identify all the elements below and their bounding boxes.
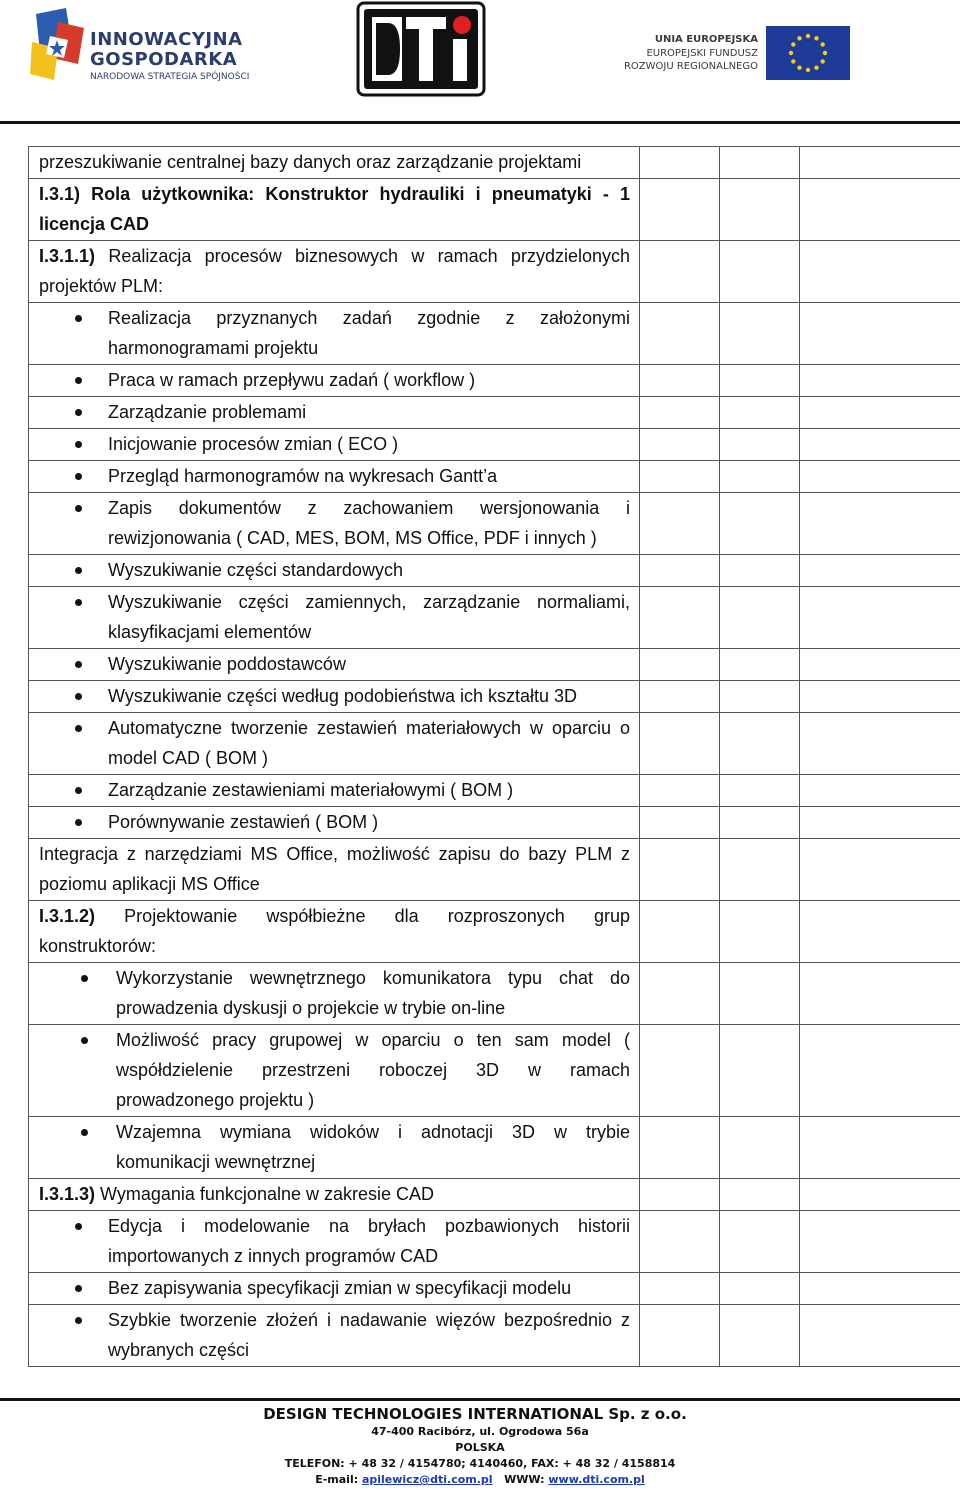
bullet-text: Automatyczne tworzenie zestawień materiałowych w oparciu o model CAD ( BOM ) xyxy=(108,718,630,768)
bullet-icon xyxy=(75,1317,82,1324)
remarks-cell xyxy=(800,365,960,397)
remarks-cell xyxy=(800,1211,960,1273)
score-cell-a xyxy=(640,681,720,713)
description-text xyxy=(29,1273,639,1304)
bullet-icon xyxy=(81,975,88,982)
footer-address: 47-400 Racibórz, ul. Ogrodowa 56a xyxy=(371,1425,589,1438)
footer-phones: TELEFON: + 48 32 / 4154780; 4140460, FAX: + 48 32 / 4158814 xyxy=(284,1457,676,1470)
table-row xyxy=(29,303,960,365)
bullet-text: Zarządzanie problemami xyxy=(108,402,307,422)
bullet-icon xyxy=(75,441,82,448)
remarks-cell xyxy=(800,555,960,587)
score-cell-b xyxy=(720,303,800,365)
footer-contact xyxy=(0,1472,960,1488)
logo-right-line3: ROZWOJU REGIONALNEGO xyxy=(623,61,758,72)
score-cell-b xyxy=(720,1025,800,1117)
footer-divider xyxy=(0,1398,960,1401)
score-cell-a xyxy=(640,179,720,241)
remarks-cell xyxy=(800,429,960,461)
remarks-cell xyxy=(800,649,960,681)
section-heading: I.3.1) Rola użytkownika: Konstruktor hydrauliki i pneumatyki - 1 licencja CAD xyxy=(39,184,630,234)
bullet-text: Możliwość pracy grupowej w oparciu o ten sam model ( współdzielenie przestrzeni roboczej 3D w ramach prowadzonego projektu ) xyxy=(116,1030,630,1110)
description-text xyxy=(29,555,639,586)
logo-left-line3: NARODOWA STRATEGIA SPÓJNOŚCI xyxy=(90,72,250,82)
table-row xyxy=(29,587,960,649)
description-cell xyxy=(29,1211,640,1273)
score-cell-b xyxy=(720,179,800,241)
score-cell-a xyxy=(640,1025,720,1117)
bullet-text: Zarządzanie zestawieniami materiałowymi ( BOM ) xyxy=(108,780,514,800)
footer-email-label: E-mail: xyxy=(315,1473,359,1486)
remarks-cell xyxy=(800,901,960,963)
table-row xyxy=(29,1211,960,1273)
remarks-cell xyxy=(800,963,960,1025)
description-cell xyxy=(29,303,640,365)
score-cell-b xyxy=(720,1117,800,1179)
table-row xyxy=(29,1273,960,1305)
score-cell-a xyxy=(640,493,720,555)
bullet-icon xyxy=(75,661,82,668)
score-cell-b xyxy=(720,807,800,839)
remarks-cell xyxy=(800,1305,960,1367)
score-cell-b xyxy=(720,713,800,775)
score-cell-a xyxy=(640,775,720,807)
remarks-cell xyxy=(800,241,960,303)
innowacyjna-gospodarka-emblem-icon xyxy=(28,6,86,82)
section-number: I.3.1.3) xyxy=(39,1184,96,1204)
description-text xyxy=(29,241,639,302)
bullet-text: Wyszukiwanie poddostawców xyxy=(108,654,346,674)
description-text xyxy=(29,1025,639,1116)
bullet-text: Realizacja przyznanych zadań zgodnie z założonymi harmonogramami projektu xyxy=(108,308,630,358)
score-cell-b xyxy=(720,649,800,681)
score-cell-b xyxy=(720,1305,800,1367)
bullet-text: Szybkie tworzenie złożeń i nadawanie więzów bezpośrednio z wybranych części xyxy=(108,1310,630,1360)
description-text xyxy=(29,963,639,1024)
page-header xyxy=(0,0,960,124)
score-cell-b xyxy=(720,901,800,963)
description-text xyxy=(29,807,639,838)
description-cell xyxy=(29,397,640,429)
description-text xyxy=(29,1305,639,1366)
table-row xyxy=(29,429,960,461)
description-cell xyxy=(29,963,640,1025)
description-text xyxy=(29,681,639,712)
remarks-cell xyxy=(800,1273,960,1305)
description-cell xyxy=(29,681,640,713)
description-cell xyxy=(29,1117,640,1179)
score-cell-a xyxy=(640,587,720,649)
bullet-text: Bez zapisywania specyfikacji zmian w specyfikacji modelu xyxy=(108,1278,572,1298)
table-row xyxy=(29,365,960,397)
description-cell xyxy=(29,555,640,587)
table-row xyxy=(29,713,960,775)
description-text xyxy=(29,303,639,364)
page-footer xyxy=(0,1404,960,1488)
section-title: Realizacja procesów biznesowych w ramach przydzielonych projektów PLM: xyxy=(39,246,630,296)
score-cell-a xyxy=(640,147,720,179)
bullet-icon xyxy=(75,567,82,574)
table-row xyxy=(29,241,960,303)
remarks-cell xyxy=(800,775,960,807)
bullet-icon xyxy=(75,693,82,700)
bullet-text: Przegląd harmonogramów na wykresach Gantt’a xyxy=(108,466,498,486)
score-cell-b xyxy=(720,1179,800,1211)
innowacyjna-gospodarka-logo xyxy=(28,6,268,86)
description-cell xyxy=(29,461,640,493)
description-text xyxy=(29,397,639,428)
remarks-cell xyxy=(800,713,960,775)
bullet-icon xyxy=(75,787,82,794)
description-text xyxy=(29,1211,639,1272)
bullet-icon xyxy=(75,409,82,416)
section-title: Wymagania funkcjonalne w zakresie CAD xyxy=(95,1184,435,1204)
remarks-cell xyxy=(800,1025,960,1117)
bullet-icon xyxy=(75,725,82,732)
footer-email-link[interactable]: apilewicz@dti.com.pl xyxy=(361,1473,493,1486)
score-cell-b xyxy=(720,681,800,713)
score-cell-b xyxy=(720,397,800,429)
description-text xyxy=(29,587,639,648)
bullet-icon xyxy=(75,315,82,322)
description-cell xyxy=(29,179,640,241)
bullet-icon xyxy=(75,599,82,606)
remarks-cell xyxy=(800,461,960,493)
bullet-icon xyxy=(75,819,82,826)
description-text xyxy=(29,839,639,900)
score-cell-a xyxy=(640,839,720,901)
score-cell-b xyxy=(720,241,800,303)
remarks-cell xyxy=(800,179,960,241)
remarks-cell xyxy=(800,303,960,365)
score-cell-b xyxy=(720,493,800,555)
score-cell-a xyxy=(640,1117,720,1179)
score-cell-b xyxy=(720,147,800,179)
bullet-text: Wyszukiwanie części zamiennych, zarządzanie normaliami, klasyfikacjami elementów xyxy=(108,592,630,642)
table-row xyxy=(29,963,960,1025)
bullet-text: Wyszukiwanie części według podobieństwa ich kształtu 3D xyxy=(108,686,578,706)
footer-www-link[interactable]: www.dti.com.pl xyxy=(548,1473,645,1486)
score-cell-b xyxy=(720,429,800,461)
description-text xyxy=(29,713,639,774)
table-row xyxy=(29,681,960,713)
score-cell-a xyxy=(640,1179,720,1211)
score-cell-b xyxy=(720,775,800,807)
description-cell xyxy=(29,807,640,839)
remarks-cell xyxy=(800,397,960,429)
logo-right-line2: EUROPEJSKI FUNDUSZ xyxy=(646,48,758,59)
logo-left-line2: GOSPODARKA xyxy=(90,49,238,70)
section-number: I.3.1.2) xyxy=(39,906,96,926)
description-text xyxy=(29,901,639,962)
description-cell xyxy=(29,365,640,397)
bullet-icon xyxy=(75,1285,82,1292)
table-row xyxy=(29,1179,960,1211)
footer-country: POLSKA xyxy=(455,1441,505,1454)
score-cell-a xyxy=(640,1211,720,1273)
footer-www-label: WWW: xyxy=(504,1473,545,1486)
table-row xyxy=(29,1025,960,1117)
score-cell-a xyxy=(640,241,720,303)
description-text xyxy=(29,1117,639,1178)
table-row xyxy=(29,397,960,429)
remarks-cell xyxy=(800,1179,960,1211)
bullet-text: Edycja i modelowanie na bryłach pozbawionych historii importowanych z innych programów CAD xyxy=(108,1216,630,1266)
score-cell-a xyxy=(640,901,720,963)
score-cell-a xyxy=(640,397,720,429)
table-row xyxy=(29,1117,960,1179)
logo-left-line1: INNOWACYJNA xyxy=(90,29,243,50)
description-cell xyxy=(29,775,640,807)
description-cell xyxy=(29,241,640,303)
remarks-cell xyxy=(800,807,960,839)
bullet-text: Wzajemna wymiana widoków i adnotacji 3D w trybie komunikacji wewnętrznej xyxy=(116,1122,630,1172)
bullet-icon xyxy=(75,505,82,512)
table-row xyxy=(29,649,960,681)
bullet-icon xyxy=(81,1037,88,1044)
bullet-icon xyxy=(75,473,82,480)
description-cell xyxy=(29,1025,640,1117)
score-cell-a xyxy=(640,303,720,365)
plain-text: przeszukiwanie centralnej bazy danych oraz zarządzanie projektami xyxy=(39,152,582,172)
score-cell-b xyxy=(720,839,800,901)
description-cell xyxy=(29,713,640,775)
header-divider xyxy=(0,121,960,124)
description-cell xyxy=(29,839,640,901)
score-cell-a xyxy=(640,461,720,493)
description-text xyxy=(29,1179,639,1210)
score-cell-b xyxy=(720,1211,800,1273)
score-cell-b xyxy=(720,555,800,587)
table-row xyxy=(29,493,960,555)
bullet-text: Wyszukiwanie części standardowych xyxy=(108,560,403,580)
score-cell-a xyxy=(640,429,720,461)
score-cell-a xyxy=(640,963,720,1025)
description-cell xyxy=(29,429,640,461)
score-cell-a xyxy=(640,713,720,775)
footer-company: DESIGN TECHNOLOGIES INTERNATIONAL Sp. z o.o. xyxy=(263,1405,687,1423)
specification-table xyxy=(28,146,960,1367)
section-title: Projektowanie współbieżne dla rozproszonych grup konstruktorów: xyxy=(39,906,630,956)
logo-right-line1: UNIA EUROPEJSKA xyxy=(654,34,758,45)
description-cell xyxy=(29,901,640,963)
description-cell xyxy=(29,493,640,555)
table-row xyxy=(29,461,960,493)
description-cell xyxy=(29,587,640,649)
section-number: I.3.1.1) xyxy=(39,246,96,266)
score-cell-a xyxy=(640,1273,720,1305)
description-text xyxy=(29,461,639,492)
score-cell-b xyxy=(720,587,800,649)
score-cell-b xyxy=(720,1273,800,1305)
table-row xyxy=(29,1305,960,1367)
bullet-icon xyxy=(75,377,82,384)
bullet-icon xyxy=(81,1129,88,1136)
score-cell-b xyxy=(720,461,800,493)
eu-flag-icon xyxy=(766,26,850,80)
description-cell xyxy=(29,1179,640,1211)
score-cell-a xyxy=(640,555,720,587)
table-row xyxy=(29,807,960,839)
score-cell-b xyxy=(720,365,800,397)
remarks-cell xyxy=(800,1117,960,1179)
description-text xyxy=(29,179,639,240)
description-cell xyxy=(29,1305,640,1367)
table-row xyxy=(29,179,960,241)
score-cell-a xyxy=(640,649,720,681)
dti-logo xyxy=(356,1,486,97)
bullet-text: Wykorzystanie wewnętrznego komunikatora typu chat do prowadzenia dyskusji o projekcie w trybie on-line xyxy=(116,968,630,1018)
description-cell xyxy=(29,147,640,179)
bullet-text: Praca w ramach przepływu zadań ( workflow ) xyxy=(108,370,476,390)
score-cell-a xyxy=(640,365,720,397)
description-text xyxy=(29,775,639,806)
description-text xyxy=(29,649,639,680)
remarks-cell xyxy=(800,147,960,179)
description-text xyxy=(29,365,639,396)
description-text xyxy=(29,493,639,554)
remarks-cell xyxy=(800,493,960,555)
score-cell-a xyxy=(640,807,720,839)
remarks-cell xyxy=(800,681,960,713)
specification-table-body xyxy=(29,147,960,1367)
bullet-text: Zapis dokumentów z zachowaniem wersjonowania i rewizjonowania ( CAD, MES, BOM, MS Office, PDF i innych ) xyxy=(108,498,630,548)
remarks-cell xyxy=(800,587,960,649)
bullet-text: Inicjowanie procesów zmian ( ECO ) xyxy=(108,434,399,454)
score-cell-a xyxy=(640,1305,720,1367)
table-row xyxy=(29,775,960,807)
bullet-text: Porównywanie zestawień ( BOM ) xyxy=(108,812,379,832)
description-cell xyxy=(29,1273,640,1305)
plain-text: Integracja z narzędziami MS Office, możliwość zapisu do bazy PLM z poziomu aplikacji MS Office xyxy=(39,844,630,894)
table-row xyxy=(29,839,960,901)
table-row xyxy=(29,555,960,587)
score-cell-b xyxy=(720,963,800,1025)
description-text xyxy=(29,429,639,460)
eu-fund-logo xyxy=(622,26,852,86)
remarks-cell xyxy=(800,839,960,901)
table-row xyxy=(29,901,960,963)
description-text xyxy=(29,147,639,178)
table-row xyxy=(29,147,960,179)
bullet-icon xyxy=(75,1223,82,1230)
description-cell xyxy=(29,649,640,681)
